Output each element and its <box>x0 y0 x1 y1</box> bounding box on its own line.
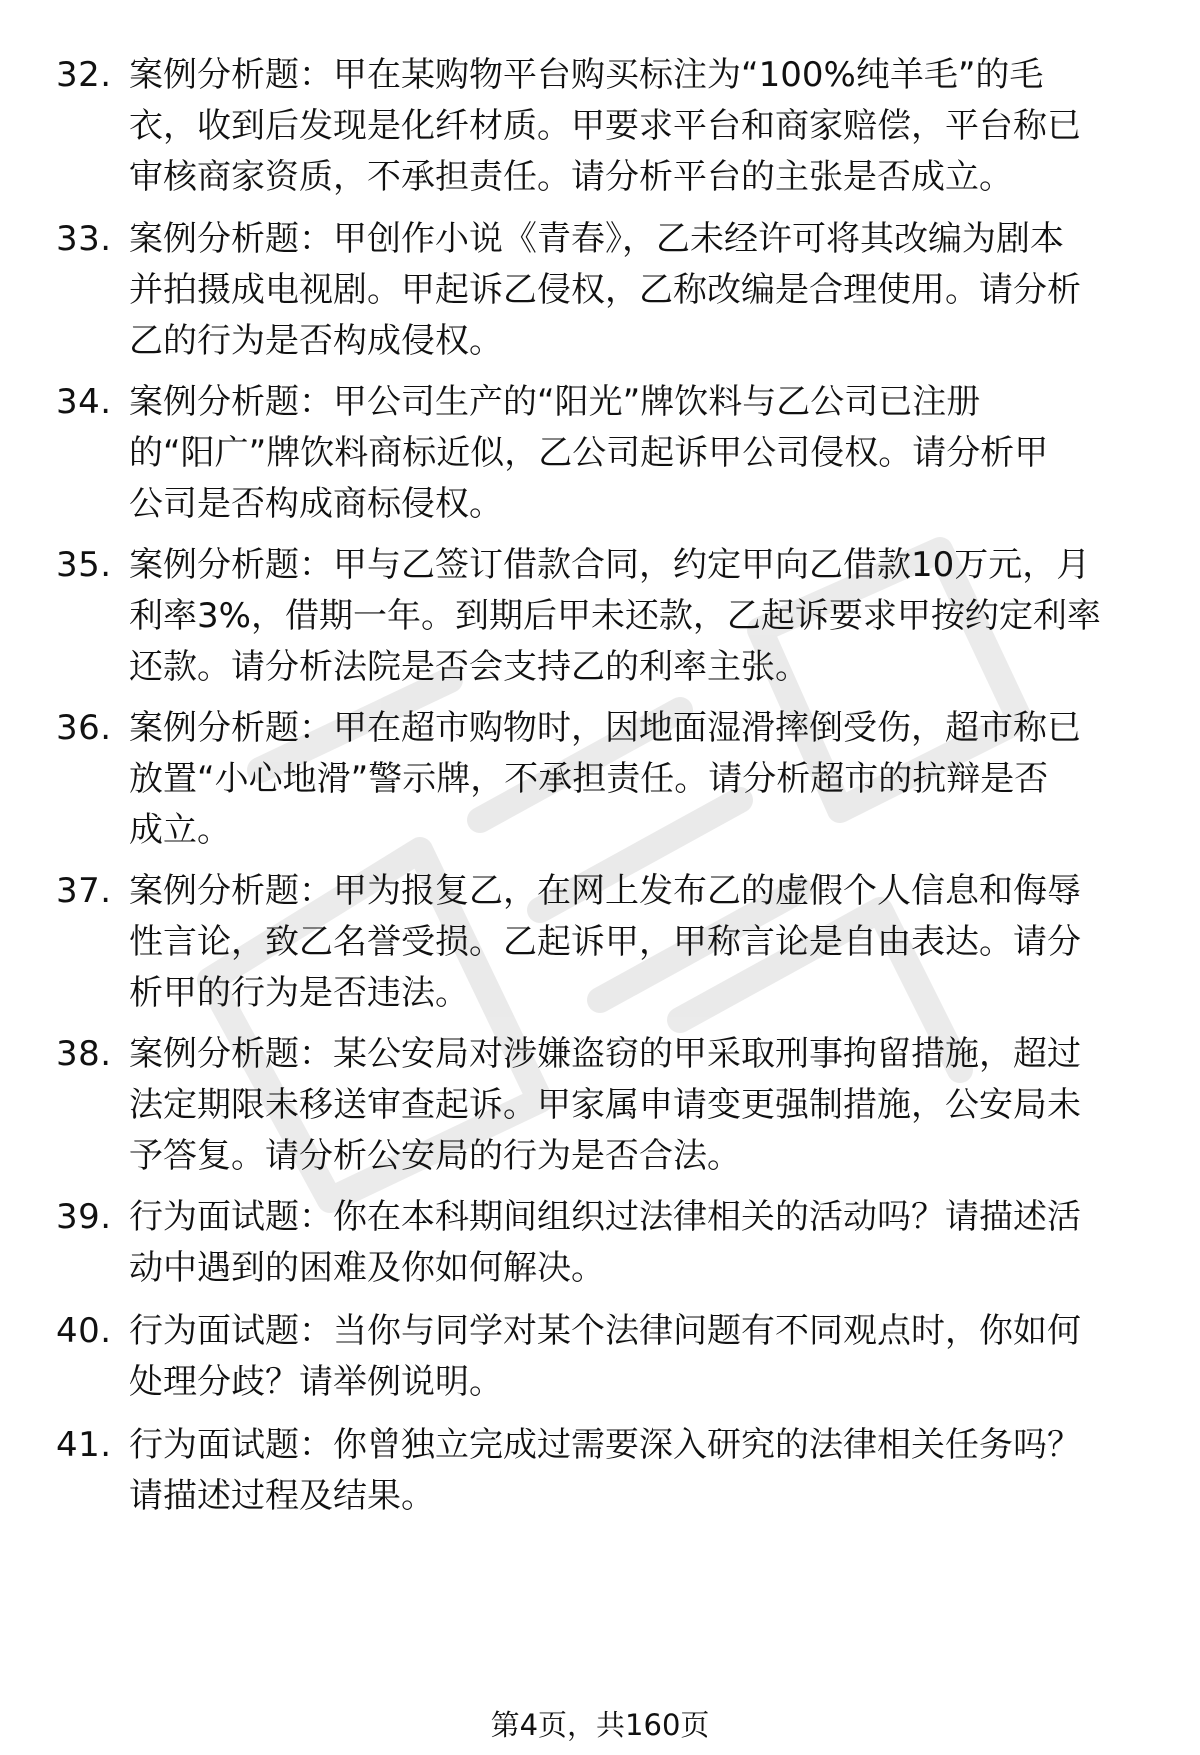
question-number: 40. <box>56 1311 112 1351</box>
question-line: 的“阳广”牌饮料商标近似，乙公司起诉甲公司侵权。请分析甲 <box>129 433 1049 473</box>
question-line: 审核商家资质，不承担责任。请分析平台的主张是否成立。 <box>129 157 1013 197</box>
question-text <box>129 1029 1154 1182</box>
question-line: 还款。请分析法院是否会支持乙的利率主张。 <box>129 647 809 687</box>
question-text <box>129 1420 1154 1522</box>
question-number: 38. <box>56 1034 112 1074</box>
question-line: 并拍摄成电视剧。甲起诉乙侵权，乙称改编是合理使用。请分析 <box>129 270 1081 310</box>
question-number: 35. <box>56 545 112 585</box>
question-line: 案例分析题：甲与乙签订借款合同，约定甲向乙借款10万元，月 <box>129 545 1091 585</box>
question-line: 请描述过程及结果。 <box>129 1476 435 1516</box>
question-number: 33. <box>56 219 112 259</box>
question-text <box>129 703 1154 856</box>
question-line: 案例分析题：某公安局对涉嫌盗窃的甲采取刑事拘留措施，超过 <box>129 1034 1081 1074</box>
question-line: 动中遇到的困难及你如何解决。 <box>129 1248 605 1288</box>
question-number: 32. <box>56 55 112 95</box>
question-line: 成立。 <box>129 810 231 850</box>
question-text <box>129 377 1154 530</box>
question-line: 行为面试题：你曾独立完成过需要深入研究的法律相关任务吗？ <box>129 1425 1081 1465</box>
question-number: 37. <box>56 871 112 911</box>
question-text <box>129 50 1154 203</box>
question-text <box>129 1306 1154 1408</box>
question-line: 放置“小心地滑”警示牌，不承担责任。请分析超市的抗辩是否 <box>129 759 1049 799</box>
question-text <box>129 1192 1154 1294</box>
question-line: 性言论，致乙名誉受损。乙起诉甲，甲称言论是自由表达。请分 <box>129 922 1081 962</box>
question-line: 案例分析题：甲在某购物平台购买标注为“100%纯羊毛”的毛 <box>129 55 1044 95</box>
question-line: 乙的行为是否构成侵权。 <box>129 321 503 361</box>
question-number: 34. <box>56 382 112 422</box>
question-line: 公司是否构成商标侵权。 <box>129 484 503 524</box>
question-line: 案例分析题：甲为报复乙，在网上发布乙的虚假个人信息和侮辱 <box>129 871 1081 911</box>
question-line: 衣，收到后发现是化纤材质。甲要求平台和商家赔偿，平台称已 <box>129 106 1081 146</box>
question-line: 行为面试题：当你与同学对某个法律问题有不同观点时，你如何 <box>129 1311 1081 1351</box>
question-number: 39. <box>56 1197 112 1237</box>
question-line: 处理分歧？请举例说明。 <box>129 1362 503 1402</box>
question-text <box>129 214 1154 367</box>
question-line: 法定期限未移送审查起诉。甲家属申请变更强制措施，公安局未 <box>129 1085 1081 1125</box>
question-line: 案例分析题：甲公司生产的“阳光”牌饮料与乙公司已注册 <box>129 382 981 422</box>
question-line: 利率3%，借期一年。到期后甲未还款，乙起诉要求甲按约定利率 <box>129 596 1101 636</box>
question-text <box>129 866 1154 1019</box>
question-line: 予答复。请分析公安局的行为是否合法。 <box>129 1136 741 1176</box>
question-number: 41. <box>56 1425 112 1465</box>
question-line: 析甲的行为是否违法。 <box>129 973 469 1013</box>
question-number: 36. <box>56 708 112 748</box>
question-line: 案例分析题：甲在超市购物时，因地面湿滑摔倒受伤，超市称已 <box>129 708 1081 748</box>
question-line: 案例分析题：甲创作小说《青春》，乙未经许可将其改编为剧本 <box>129 219 1064 259</box>
page-footer: 第4页，共160页 <box>490 1708 710 1742</box>
question-text <box>129 540 1154 693</box>
question-line: 行为面试题：你在本科期间组织过法律相关的活动吗？请描述活 <box>129 1197 1081 1237</box>
